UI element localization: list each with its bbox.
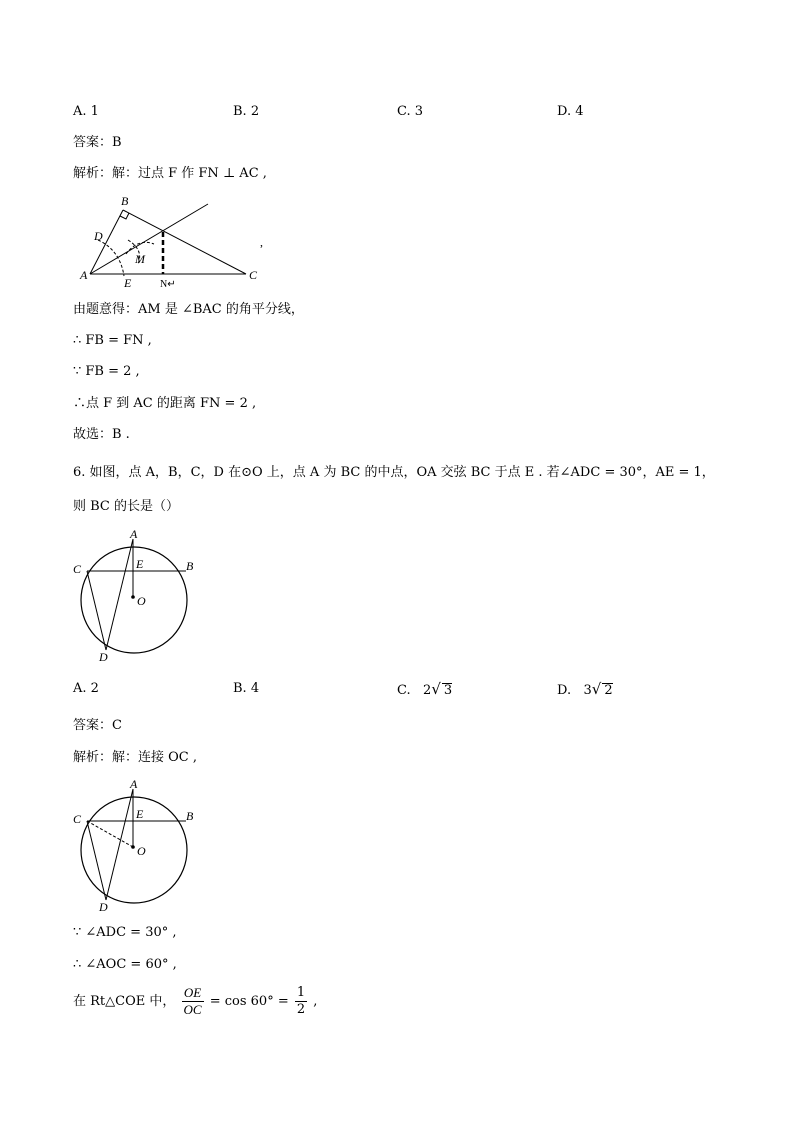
q6-option-a: A. 2 [73,681,99,696]
q6-option-d-radicand: 2 [604,683,613,698]
q5-label-e: E [124,276,132,290]
q6-solution-figure [68,776,203,916]
q6s-segment-da [106,789,133,900]
q6s-label-b: B [186,809,194,823]
q6-option-c-radicand: 3 [443,683,453,698]
q6s-segment-oc [87,821,133,847]
q6s-label-a: A [130,777,138,791]
q6-circle-o [81,547,187,653]
q6s-label-d: D [99,900,108,914]
q6-option-b: B. 4 [233,681,260,696]
q6-label-d: D [99,650,108,664]
q6-final-suffix: , [313,994,318,1009]
q6s-circle-o [81,797,187,903]
q5-label-c: C [249,268,258,282]
q6-analysis-intro: 解析：解：连接 OC , [73,750,198,765]
q6-circle-figure [68,526,203,666]
q5-step-4: ∴点 F 到 AC 的距离 FN = 2 , [73,396,257,411]
q6-step-1: ∵ ∠ADC = 30° , [73,925,177,940]
q6-option-d-prefix: D. [557,683,572,698]
q5-step-1: 由题意得：AM 是 ∠BAC 的角平分线， [73,302,304,317]
q6-final-line [73,982,317,1022]
q6-fraction-half [295,985,307,1018]
q5-step-2: ∴ FB = FN , [73,333,152,348]
q5-option-b: B. 2 [233,104,260,119]
q6-label-e: E [136,557,144,571]
q5-option-d: D. 4 [557,104,584,119]
q6-label-o: O [137,594,146,608]
q6-label-c: C [73,562,82,576]
q5-option-a: A. 1 [73,104,99,119]
q6-option-d-coef: 3 [583,683,592,698]
q6-option-d: D. 3√ 2 [557,680,613,698]
q5-option-c: C. 3 [397,104,424,119]
q6-final-mid: = cos 60° = [209,994,289,1009]
q6-option-c: C. 2√ 3 [397,680,453,698]
q6-frac1-denominator: OC [183,1002,202,1017]
q5-triangle-figure [78,192,293,292]
q6-label-a: A [130,527,138,541]
q6-frac2-denominator: 2 [296,1002,306,1017]
q6-step-2: ∴ ∠AOC = 60° , [73,957,177,972]
q5-step-3: ∵ FB = 2 , [73,364,140,379]
q6s-label-e: E [136,807,144,821]
q6-label-b: B [186,559,194,573]
q5-label-n: N↵ [160,279,176,290]
q5-label-d: D [94,229,103,243]
q5-analysis-intro: 解析：解：过点 F 作 FN ⊥ AC , [73,166,267,181]
q6-stem-line-2: 则 BC 的长是（） [73,499,180,514]
q6-frac2-numerator: 1 [296,985,306,1000]
q6-frac1-numerator: OE [182,985,204,1002]
q6-answer: 答案：C [73,718,122,733]
q5-arc-de [98,240,124,276]
q6s-center-dot [131,845,135,849]
q6-option-c-prefix: C. [397,683,411,698]
q6s-label-c: C [73,812,82,826]
q6-segment-da [106,539,133,650]
q5-label-a: A [80,268,88,282]
q6s-label-o: O [137,844,146,858]
q6-final-prefix: 在 Rt△COE 中， [73,994,176,1009]
q5-label-m: M [135,252,145,266]
q5-step-5: 故选：B . [73,427,130,442]
q5-answer: 答案：B [73,135,122,150]
q5-label-b: B [121,194,129,208]
q6-center-dot [131,595,135,599]
q6-option-c-coef: 2 [423,683,432,698]
q5-figure-comma: , [260,235,263,249]
q6-fraction-oe-oc [182,985,204,1018]
q6-stem-line-1: 6. 如图，点 A，B，C，D 在⊙O 上，点 A 为 BC 的中点，OA 交弦 BC 于点 E . 若∠ADC = 30°，AE = 1， [73,465,715,480]
